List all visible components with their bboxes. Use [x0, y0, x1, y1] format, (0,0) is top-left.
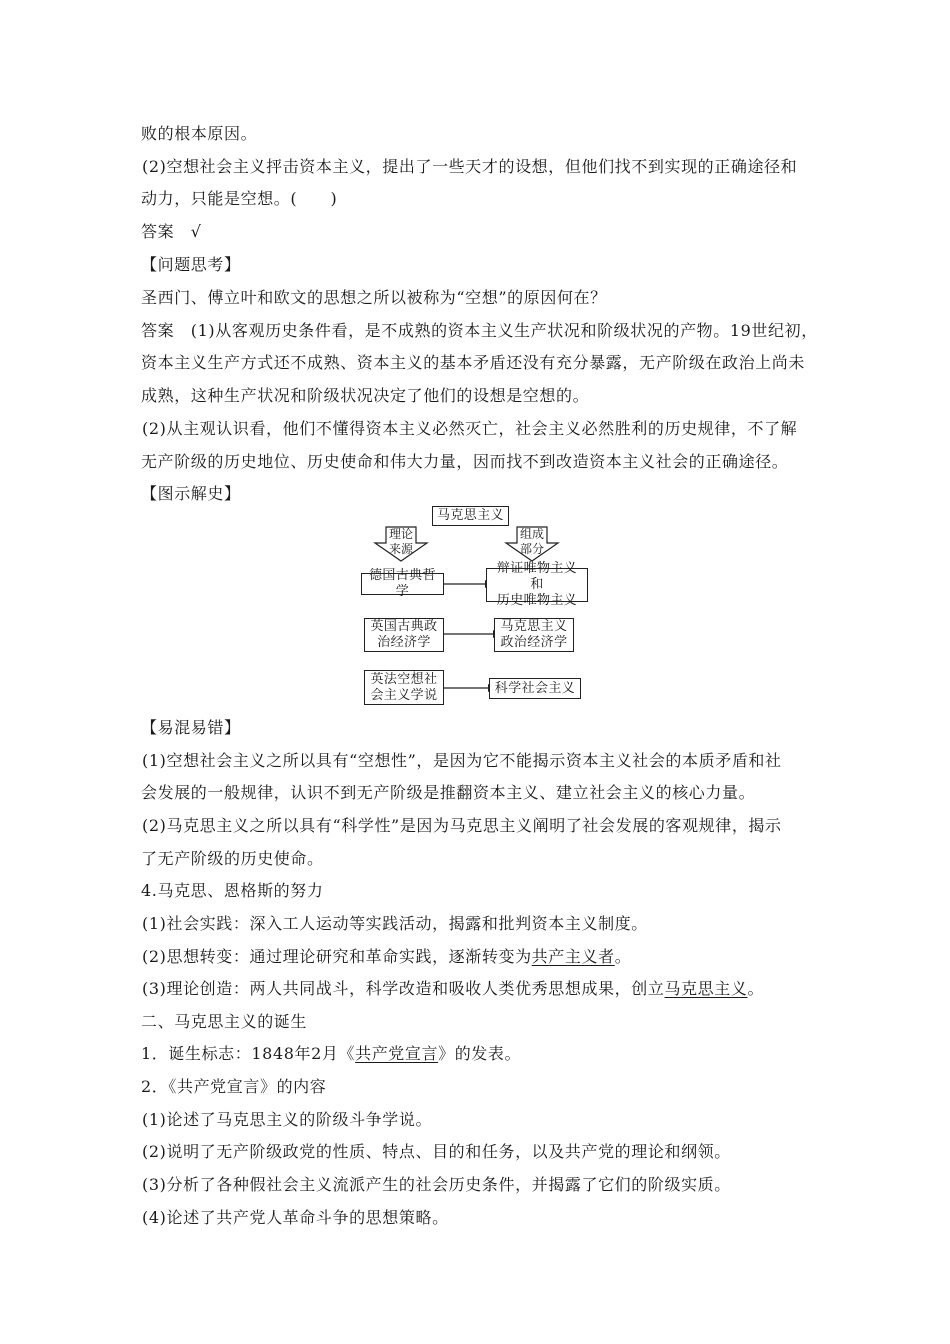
- diagram-box-component: 科学社会主义: [489, 678, 581, 699]
- text-line: 1．诞生标志：1848年2月《共产党宣言》的发表。: [141, 1044, 522, 1063]
- answer-line: 答案 √: [141, 222, 202, 241]
- text-line: (2)空想社会主义抨击资本主义，提出了一些天才的设想，但他们找不到实现的正确途径和: [142, 157, 798, 176]
- text-line: (2)说明了无产阶级政党的性质、特点、目的和任务，以及共产党的理论和纲领。: [142, 1142, 731, 1161]
- text-line: 了无产阶级的历史使命。: [141, 849, 324, 868]
- text-line: 会发展的一般规律，认识不到无产阶级是推翻资本主义、建立社会主义的核心力量。: [141, 783, 756, 802]
- blank-answer: 共产党宣言: [355, 1044, 439, 1063]
- diagram-box-source: 英国古典政 治经济学: [364, 618, 444, 652]
- text-line: (3)分析了各种假社会主义流派产生的社会历史条件，并揭露了它们的阶级实质。: [142, 1175, 731, 1194]
- subheading: 4.马克思、恩格斯的努力: [141, 881, 324, 900]
- marxism-diagram: [359, 503, 609, 708]
- arrow-label-components: 组成 部分: [519, 527, 544, 556]
- text-line: (2)马克思主义之所以具有“科学性”是因为马克思主义阐明了社会发展的客观规律，揭示: [142, 816, 782, 835]
- text-line: (3)理论创造：两人共同战斗，科学改造和吸收人类优秀思想成果，创立马克思主义。: [142, 979, 765, 998]
- text-line: (2)思想转变：通过理论研究和革命实践，逐渐转变为共产主义者。: [142, 947, 632, 966]
- diagram-box-source: 英法空想社 会主义学说: [364, 670, 444, 705]
- question-line: 圣西门、傅立叶和欧文的思想之所以被称为“空想”的原因何在？: [141, 288, 607, 307]
- text-line: 败的根本原因。: [141, 124, 258, 143]
- answer-line: 答案 (1)从客观历史条件看，是不成熟的资本主义生产状况和阶级状况的产物。19世纪初，: [141, 321, 818, 340]
- text-line: (4)论述了共产党人革命斗争的思想策略。: [142, 1208, 449, 1227]
- diagram-box-component: 辩证唯物主义和 历史唯物主义: [486, 568, 588, 602]
- text-line: 无产阶级的历史地位、历史使命和伟大力量，因而找不到改造资本主义社会的正确途径。: [141, 452, 789, 471]
- text-line: (2)从主观认识看，他们不懂得资本主义必然灭亡，社会主义必然胜利的历史规律，不了解: [142, 419, 798, 438]
- section-heading: 二、马克思主义的诞生: [141, 1012, 308, 1031]
- text-line: 资本主义生产方式还不成熟、资本主义的基本矛盾还没有充分暴露，无产阶级在政治上尚未: [141, 353, 806, 372]
- text-line: 动力，只能是空想。( ): [141, 189, 338, 208]
- section-heading: 【易混易错】: [141, 718, 241, 737]
- text-line: (1)论述了马克思主义的阶级斗争学说。: [142, 1110, 433, 1129]
- diagram-box-marxism: 马克思主义: [432, 506, 509, 526]
- arrow-label-theory-source: 理论 来源: [388, 527, 413, 556]
- subheading: 2．《共产党宣言》的内容: [141, 1077, 327, 1096]
- text-line: (1)空想社会主义之所以具有“空想性”，是因为它不能揭示资本主义社会的本质矛盾和社: [142, 751, 782, 770]
- text-line: (1)社会实践：深入工人运动等实践活动，揭露和批判资本主义制度。: [142, 914, 648, 933]
- blank-answer: 马克思主义: [664, 979, 748, 998]
- diagram-box-component: 马克思主义 政治经济学: [494, 618, 574, 652]
- section-heading: 【图示解史】: [141, 484, 241, 503]
- blank-answer: 共产主义者: [531, 947, 615, 966]
- section-heading: 【问题思考】: [141, 255, 241, 274]
- text-line: 成熟，这种生产状况和阶级状况决定了他们的设想是空想的。: [141, 386, 590, 405]
- diagram-box-source: 德国古典哲学: [361, 573, 444, 595]
